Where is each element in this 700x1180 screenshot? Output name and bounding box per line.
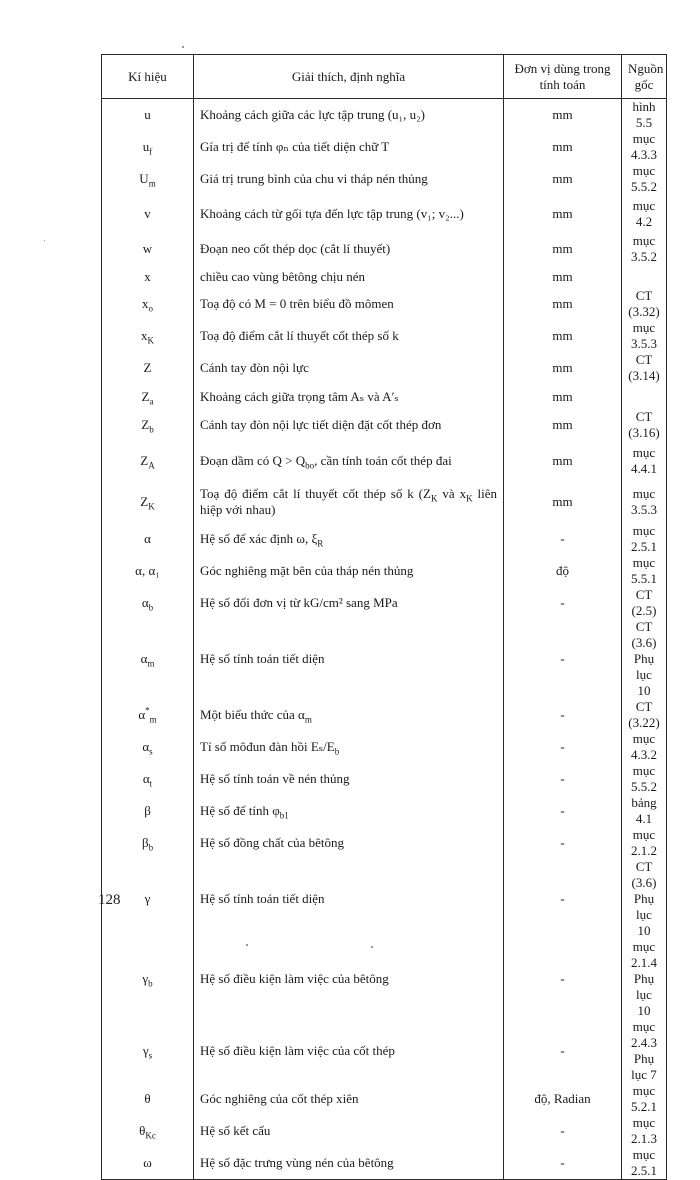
source-line: CT (3.32): [628, 288, 660, 319]
cell-definition: Hệ số tính toán tiết diện: [194, 859, 504, 939]
table-row: [102, 288, 667, 320]
cell-source: [622, 195, 667, 233]
source-line: bảng 4.1: [631, 795, 657, 826]
cell-source: [622, 441, 667, 481]
cell-definition: Hệ số tính toán về nén thủng: [194, 763, 504, 795]
cell-symbol: γ: [102, 859, 194, 939]
source-line: mục 5.5.2: [631, 763, 657, 794]
source-line: mục 4.3.2: [631, 731, 657, 762]
cell-definition: chiều cao vùng bêtông chịu nén: [194, 265, 504, 288]
source-line: mục 4.4.1: [631, 445, 657, 476]
source-line: CT (3.16): [628, 409, 660, 440]
cell-definition: Tỉ số môđun đàn hồi $E_s/E_b$: [194, 731, 504, 763]
cell-unit: mm: [504, 441, 622, 481]
cell-definition: Giá trị trung bình của chu vi tháp nén thủng: [194, 163, 504, 195]
cell-definition: Toạ độ điểm cắt lí thuyết cốt thép số k ($Z_K$ và $x_K$ liên hiệp với nhau): [194, 481, 504, 523]
table-row: [102, 763, 667, 795]
cell-unit: -: [504, 1115, 622, 1147]
cell-symbol: $\theta_{Kc}$: [102, 1115, 194, 1147]
table-row: [102, 99, 667, 132]
table-row: [102, 555, 667, 587]
cell-unit: -: [504, 859, 622, 939]
cell-definition: Gía trị để tính φₙ của tiết diện chữ T: [194, 131, 504, 163]
cell-definition: Hệ số để tính $\varphi_{b1}$: [194, 795, 504, 827]
cell-unit: -: [504, 619, 622, 699]
cell-source: [622, 827, 667, 859]
table-row: [102, 352, 667, 384]
cell-source: [622, 555, 667, 587]
cell-source: [622, 99, 667, 132]
cell-unit: mm: [504, 131, 622, 163]
cell-source: [622, 619, 667, 699]
source-line: mục 2.1.2: [631, 827, 657, 858]
cell-source: [622, 795, 667, 827]
table-row: [102, 195, 667, 233]
table-row: [102, 1115, 667, 1147]
source-line: mục 3.5.3: [631, 486, 657, 517]
cell-unit: -: [504, 939, 622, 1019]
cell-definition: Hệ số điều kiện làm việc của bêtông: [194, 939, 504, 1019]
cell-definition: Hệ số đặc trưng vùng nén của bêtông: [194, 1147, 504, 1180]
source-line: mục 4.2: [632, 198, 656, 229]
cell-unit: -: [504, 699, 622, 731]
cell-definition: Hệ số để xác định ω, $\xi_R$: [194, 523, 504, 555]
cell-unit: mm: [504, 320, 622, 352]
source-line: mục 2.4.3: [631, 1019, 657, 1050]
cell-source: [622, 288, 667, 320]
cell-symbol: α, α₁: [102, 555, 194, 587]
source-line: mục 2.1.3: [631, 1115, 657, 1146]
source-line: mục 2.1.4: [631, 939, 657, 970]
cell-symbol: θ: [102, 1083, 194, 1115]
source-line: mục 2.5.1: [631, 1147, 657, 1178]
table-row: [102, 1019, 667, 1083]
scan-speck: [44, 240, 45, 241]
cell-symbol: β: [102, 795, 194, 827]
cell-definition: Một biểu thức của $\alpha_m$: [194, 699, 504, 731]
cell-definition: Đoạn neo cốt thép dọc (cắt lí thuyết): [194, 233, 504, 265]
cell-symbol: $Z_b$: [102, 409, 194, 441]
source-line: CT (3.22): [628, 699, 660, 730]
cell-definition: Khoảng cách từ gối tựa đến lực tập trung (v₁; v₂...): [194, 195, 504, 233]
cell-unit: -: [504, 587, 622, 619]
cell-source: [622, 163, 667, 195]
cell-definition: Góc nghiêng mặt bên của tháp nén thủng: [194, 555, 504, 587]
cell-source: [622, 481, 667, 523]
scan-speck: [246, 944, 248, 946]
cell-definition: Đoạn dầm có $Q > Q_{bo}$, cần tính toán cốt thép đai: [194, 441, 504, 481]
cell-symbol: α: [102, 523, 194, 555]
cell-source: [622, 409, 667, 441]
cell-unit: độ, Radian: [504, 1083, 622, 1115]
cell-unit: mm: [504, 481, 622, 523]
cell-unit: -: [504, 763, 622, 795]
scan-speck: [371, 946, 373, 948]
cell-symbol: w: [102, 233, 194, 265]
cell-definition: Góc nghiêng của cốt thép xiên: [194, 1083, 504, 1115]
table-row: [102, 939, 667, 1019]
cell-source: [622, 1019, 667, 1083]
source-line: Phụ lục 10: [633, 971, 655, 1018]
cell-definition: Khoảng cách giữa các lực tập trung (u₁, u₂): [194, 99, 504, 132]
source-line: Phụ lục 10: [633, 651, 655, 698]
cell-symbol: $u_f$: [102, 131, 194, 163]
cell-symbol: ω: [102, 1147, 194, 1180]
cell-unit: -: [504, 523, 622, 555]
cell-source: [622, 352, 667, 384]
table-row: [102, 859, 667, 939]
cell-unit: mm: [504, 409, 622, 441]
table-row: [102, 481, 667, 523]
table-row: [102, 587, 667, 619]
cell-unit: -: [504, 795, 622, 827]
source-line: mục 3.5.3: [631, 320, 657, 351]
cell-unit: mm: [504, 265, 622, 288]
source-line: CT (3.14): [628, 352, 660, 383]
cell-source: [622, 265, 667, 288]
source-line: Phụ lục 7: [631, 1051, 657, 1082]
cell-definition: Khoảng cách giữa trọng tâm Aₛ và A′ₛ: [194, 384, 504, 409]
table-header-row: [102, 55, 667, 99]
cell-source: [622, 859, 667, 939]
cell-symbol: Z: [102, 352, 194, 384]
cell-symbol: $\alpha_m$: [102, 619, 194, 699]
source-line: hình 5.5: [632, 99, 656, 130]
cell-definition: Cánh tay đòn nội lực: [194, 352, 504, 384]
cell-definition: Cánh tay đòn nội lực tiết diện đặt cốt thép đơn: [194, 409, 504, 441]
cell-symbol: $\alpha_s$: [102, 731, 194, 763]
header-source: Nguồn gốc: [622, 55, 667, 99]
header-definition: Giải thích, định nghĩa: [194, 55, 504, 99]
source-line: mục 4.3.3: [631, 131, 657, 162]
header-symbol: Kí hiệu: [102, 55, 194, 99]
table-row: [102, 441, 667, 481]
table-row: [102, 320, 667, 352]
cell-source: [622, 233, 667, 265]
table-row: [102, 795, 667, 827]
table-row: [102, 619, 667, 699]
source-line: mục 3.5.2: [631, 233, 657, 264]
cell-definition: Toạ độ có M = 0 trên biểu đồ mômen: [194, 288, 504, 320]
cell-definition: Hệ số đổi đơn vị từ kG/cm² sang MPa: [194, 587, 504, 619]
cell-symbol: $x_K$: [102, 320, 194, 352]
cell-source: [622, 131, 667, 163]
cell-symbol: u: [102, 99, 194, 132]
cell-unit: -: [504, 1147, 622, 1180]
cell-unit: mm: [504, 195, 622, 233]
cell-symbol: $Z_a$: [102, 384, 194, 409]
cell-unit: mm: [504, 163, 622, 195]
symbol-table: [101, 54, 667, 1180]
cell-source: [622, 699, 667, 731]
table-row: [102, 827, 667, 859]
table-row: [102, 384, 667, 409]
cell-symbol: $\alpha_t$: [102, 763, 194, 795]
cell-symbol: $Z_K$: [102, 481, 194, 523]
cell-definition: Toạ độ điểm cắt lí thuyết cốt thép số k: [194, 320, 504, 352]
source-line: Phụ lục 10: [633, 891, 655, 938]
table-row: [102, 409, 667, 441]
cell-symbol: x: [102, 265, 194, 288]
cell-source: [622, 587, 667, 619]
source-line: mục 5.2.1: [631, 1083, 657, 1114]
cell-unit: mm: [504, 352, 622, 384]
source-line: CT (3.6): [631, 619, 657, 650]
cell-unit: mm: [504, 99, 622, 132]
cell-source: [622, 384, 667, 409]
scan-speck: [182, 46, 184, 48]
cell-unit: -: [504, 731, 622, 763]
source-line: mục 2.5.1: [631, 523, 657, 554]
cell-source: [622, 731, 667, 763]
header-unit: Đơn vị dùng trong tính toán: [504, 55, 622, 99]
cell-symbol: $Z_A$: [102, 441, 194, 481]
table-row: [102, 131, 667, 163]
cell-symbol: $\alpha^*_m$: [102, 699, 194, 731]
cell-symbol: $\gamma_s$: [102, 1019, 194, 1083]
table-row: [102, 731, 667, 763]
table-row: [102, 1083, 667, 1115]
table-body: [102, 99, 667, 1180]
source-line: CT (2.5): [631, 587, 657, 618]
cell-symbol: $\alpha_b$: [102, 587, 194, 619]
cell-source: [622, 320, 667, 352]
table-row: [102, 699, 667, 731]
cell-source: [622, 763, 667, 795]
cell-unit: -: [504, 1019, 622, 1083]
source-line: mục 5.5.2: [631, 163, 657, 194]
page-number: 128: [98, 892, 121, 908]
source-line: CT (3.6): [631, 859, 657, 890]
cell-unit: mm: [504, 384, 622, 409]
cell-source: [622, 1083, 667, 1115]
cell-source: [622, 939, 667, 1019]
cell-unit: mm: [504, 288, 622, 320]
table-row: [102, 163, 667, 195]
cell-unit: mm: [504, 233, 622, 265]
cell-unit: độ: [504, 555, 622, 587]
source-line: mục 5.5.1: [631, 555, 657, 586]
cell-source: [622, 523, 667, 555]
cell-symbol: $\beta_b$: [102, 827, 194, 859]
cell-source: [622, 1115, 667, 1147]
table-row: [102, 265, 667, 288]
table-row: [102, 233, 667, 265]
cell-source: [622, 1147, 667, 1180]
cell-symbol: $U_m$: [102, 163, 194, 195]
table-row: [102, 523, 667, 555]
cell-definition: Hệ số kết cấu: [194, 1115, 504, 1147]
cell-definition: Hệ số đồng chất của bêtông: [194, 827, 504, 859]
cell-symbol: $\gamma_b$: [102, 939, 194, 1019]
cell-unit: -: [504, 827, 622, 859]
cell-definition: Hệ số điều kiện làm việc của cốt thép: [194, 1019, 504, 1083]
cell-symbol: v: [102, 195, 194, 233]
cell-symbol: $x_o$: [102, 288, 194, 320]
cell-definition: Hệ số tính toán tiết diện: [194, 619, 504, 699]
table-row: [102, 1147, 667, 1180]
